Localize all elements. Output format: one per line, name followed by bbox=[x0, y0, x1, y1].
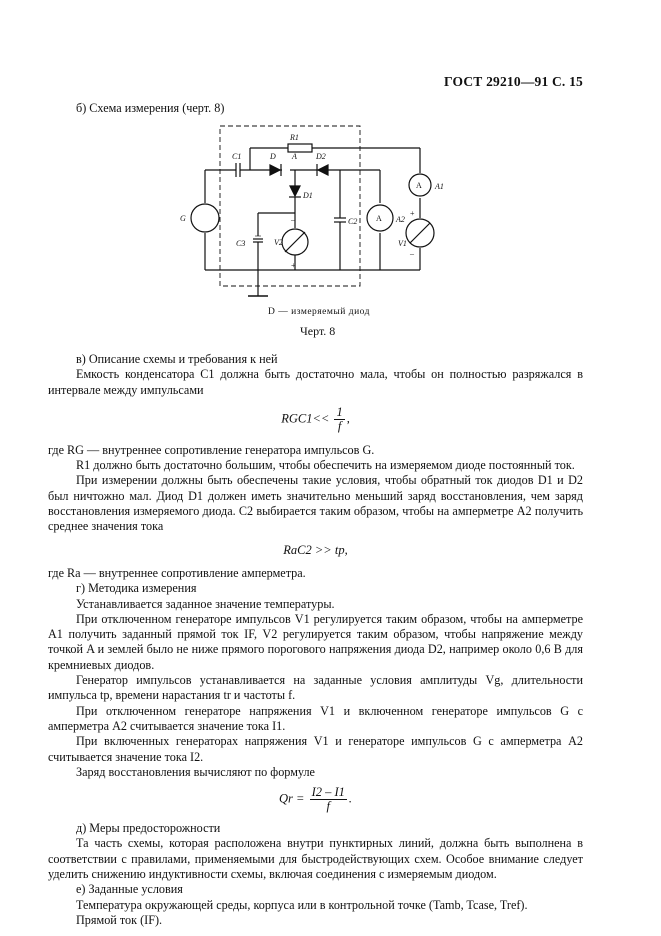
paragraph-12: Та часть схемы, которая расположена внутри пунктирных линий, должна быть выполнена в соответствии с правилами, применяемыми для быстродействующих схем. Особое внимание следует уделить снижению индуктивности схемы, включая соединения с измеряемым диодом. bbox=[48, 836, 583, 882]
page-header: ГОСТ 29210—91 С. 15 bbox=[444, 74, 583, 89]
paragraph-2: где RG — внутреннее сопротивление генератора импульсов G. bbox=[48, 442, 375, 457]
body-text bbox=[48, 352, 583, 928]
label-c2: C2 bbox=[348, 217, 358, 226]
section-b-title: б) Схема измерения (черт. 8) bbox=[76, 101, 225, 115]
paragraph-1: Емкость конденсатора C1 должна быть достаточно мала, чтобы он полностью разряжался в интервале между импульсами bbox=[48, 367, 583, 397]
formula-1: RGC1<< $\frac{1}{f}$ , bbox=[281, 404, 350, 433]
paragraph-11: Заряд восстановления вычисляют по формуле bbox=[76, 764, 315, 779]
paragraph-10: При включенных генераторах напряжения V1 и генераторе импульсов G с амперметра A2 считывается значение тока I2. bbox=[48, 734, 583, 764]
label-r1: R1 bbox=[290, 133, 299, 142]
label-d2: D2 bbox=[316, 152, 326, 161]
label-v1: V1 bbox=[398, 239, 407, 248]
label-g: G bbox=[180, 214, 186, 223]
section-d-title: д) Меры предосторожности bbox=[76, 821, 221, 836]
label-c1: C1 bbox=[232, 152, 242, 161]
label-a-meter2: A bbox=[376, 214, 382, 223]
label-a: A bbox=[292, 152, 297, 161]
label-v2: V2 bbox=[274, 238, 283, 247]
label-minus-v1: – bbox=[410, 249, 414, 258]
label-c3: C3 bbox=[236, 239, 246, 248]
paragraph-5: где Ra — внутреннее сопротивление амперметра. bbox=[48, 565, 306, 580]
formula-3: Qr = $\frac{I2 - I1}{f}$ . bbox=[278, 785, 353, 814]
section-g-title: г) Методика измерения bbox=[76, 581, 197, 596]
section-v-title: в) Описание схемы и требования к ней bbox=[76, 352, 278, 366]
paragraph-13: Температура окружающей среды, корпуса или в контрольной точке (Tamb, Tcase, Tref). bbox=[76, 897, 528, 912]
paragraph-8: Генератор импульсов устанавливается на заданные условия амплитуды Vg, длительности импульса tp, времени нарастания tr и частоты f. bbox=[48, 673, 583, 703]
paragraph-3: R1 должно быть достаточно большим, чтобы обеспечить на измеряемом диоде постоянный ток. bbox=[76, 458, 575, 473]
label-a1: A1 bbox=[435, 182, 444, 191]
circuit-diagram bbox=[170, 118, 460, 318]
label-a-meter1: A bbox=[416, 181, 422, 190]
label-d: D bbox=[270, 152, 276, 161]
paragraph-6: Устанавливается заданное значение температуры. bbox=[76, 596, 335, 611]
label-plus-v2: + bbox=[291, 261, 296, 270]
figure-number: Черт. 8 bbox=[300, 324, 336, 338]
formula-2: RaC2 >> tp, bbox=[283, 542, 348, 557]
paragraph-4: При измерении должны быть обеспечены такие условия, чтобы обратный ток диодов D1 и D2 был ничтожно мал. Диод D1 должен иметь значительно меньший заряд восстановления, чем заряд восстановления измеряемого диода. C2 выбирается таким образом, чтобы на амперметре A2 получить среднее значения тока bbox=[48, 473, 583, 534]
section-e-title: е) Заданные условия bbox=[76, 882, 183, 897]
label-d1: D1 bbox=[303, 191, 313, 200]
figure-caption: D — измеряемый диод bbox=[268, 307, 370, 317]
label-minus-v2: – bbox=[291, 215, 295, 224]
paragraph-14: Прямой ток (IF). bbox=[76, 912, 163, 927]
paragraph-9: При отключенном генераторе напряжения V1 и включенном генераторе импульсов G с амперметра A2 считывается значение тока I1. bbox=[48, 703, 583, 733]
label-plus-v1: + bbox=[410, 209, 415, 218]
label-a2: A2 bbox=[396, 215, 405, 224]
paragraph-7: При отключенном генераторе импульсов V1 регулируется таким образом, чтобы на амперметре A1 получить заданный прямой ток IF, V2 регулируется таким образом, чтобы напряжение между точкой A и землей было не ниже прямого порогового напряжения диода D2, например около 0,6 В для кремниевых диодов. bbox=[48, 611, 583, 672]
